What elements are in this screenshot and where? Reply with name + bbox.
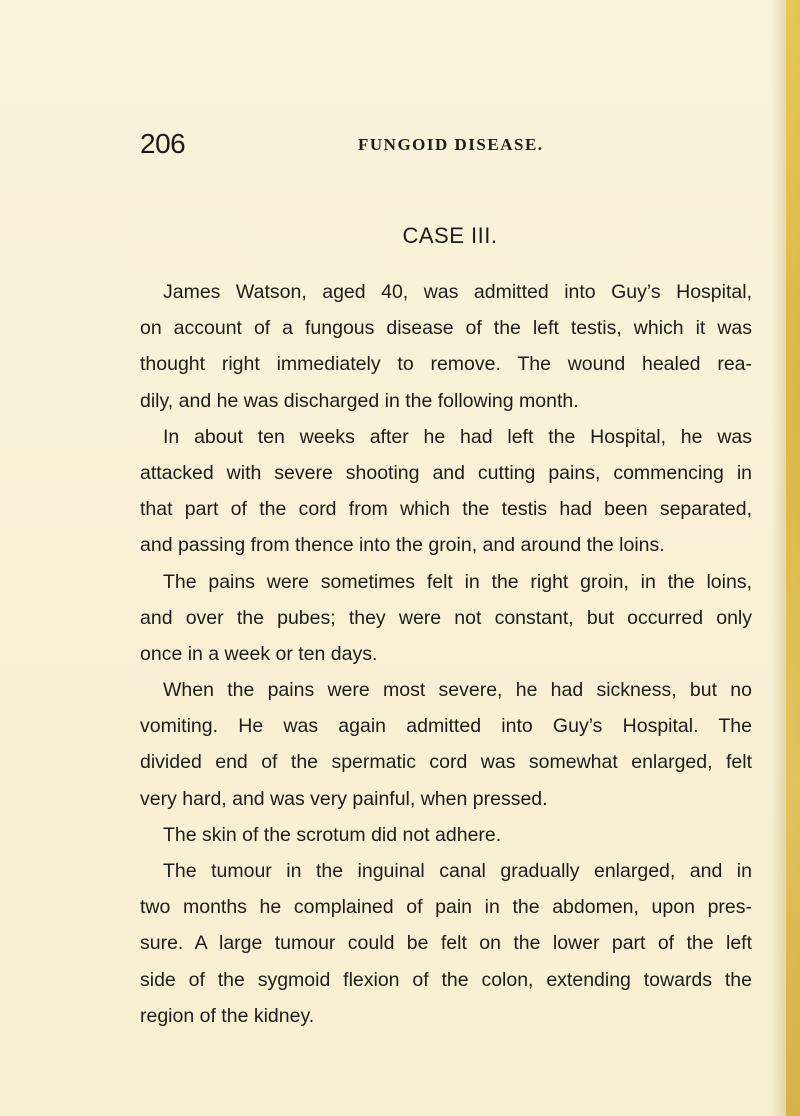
text-line: vomiting. He was again admitted into Guy’s Hospital. The xyxy=(140,715,752,738)
text-line: The tumour in the inguinal canal gradually enlarged, and in xyxy=(163,860,752,882)
text-line: In about ten weeks after he had left the Hospital, he was xyxy=(163,425,752,448)
text-line: two months he complained of pain in the abdomen, upon pres- xyxy=(140,896,752,919)
text-line: very hard, and was very painful, when pressed. xyxy=(140,787,548,810)
text-line: once in a week or ten days. xyxy=(140,642,378,665)
text-line: and passing from thence into the groin, and around the loins. xyxy=(140,534,665,557)
text-line: sure. A large tumour could be felt on the lower part of the left xyxy=(140,932,752,955)
text-line: side of the sygmoid flexion of the colon, extending towards the xyxy=(140,968,752,991)
page-number: 206 xyxy=(140,128,186,159)
text-line: divided end of the spermatic cord was somewhat enlarged, felt xyxy=(140,751,752,774)
running-title: FUNGOID DISEASE. xyxy=(358,135,544,154)
page-edge-gilding xyxy=(786,0,800,1116)
text-line: dily, and he was discharged in the following month. xyxy=(140,389,579,412)
text-line: thought right immediately to remove. The wound healed rea- xyxy=(140,353,752,376)
text-line: When the pains were most severe, he had sickness, but no xyxy=(163,679,752,702)
text-line: on account of a fungous disease of the left testis, which it was xyxy=(140,317,752,340)
text-line: that part of the cord from which the testis had been separated, xyxy=(140,498,752,521)
case-heading: CASE III. xyxy=(402,223,498,248)
text-line: James Watson, aged 40, was admitted into Guy’s Hospital, xyxy=(163,281,752,303)
body-text xyxy=(140,274,752,1034)
text-line: The skin of the scrotum did not adhere. xyxy=(163,823,502,846)
text-line: and over the pubes; they were not constant, but occurred only xyxy=(140,606,752,629)
text-line: region of the kidney. xyxy=(140,1004,315,1027)
text-line: The pains were sometimes felt in the right groin, in the loins, xyxy=(163,570,752,593)
text-line: attacked with severe shooting and cutting pains, commencing in xyxy=(140,461,752,484)
running-head xyxy=(140,128,760,168)
